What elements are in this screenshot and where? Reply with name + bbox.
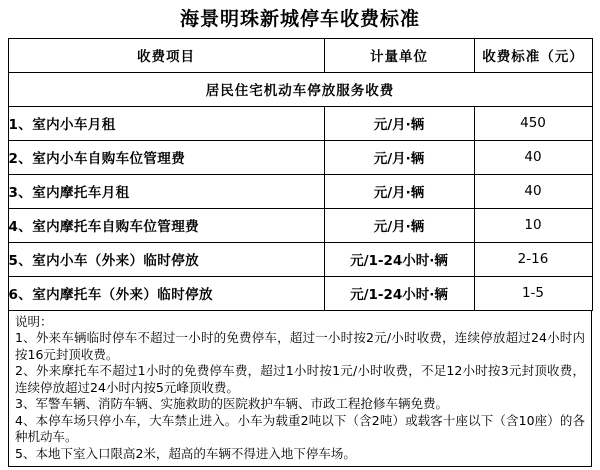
row-unit: 元/1-24小时·辆 xyxy=(324,276,474,310)
note-line-2: 2、外来摩托车不超过1小时的免费停车费，超过1小时按1元/小时收费，不足12小时按3元封顶收费，连续停放超过24小时内按5元峰顶收费。 xyxy=(15,363,585,395)
table-row xyxy=(8,174,592,208)
table-section-row xyxy=(8,72,592,106)
section-title: 居民住宅机动车停放服务收费 xyxy=(8,72,592,106)
note-line-3: 3、军警车辆、消防车辆、实施救助的医院救护车辆、市政工程抢修车辆免费。 xyxy=(15,396,448,412)
note-line-1: 1、外来车辆临时停车不超过一小时的免费停车，超过一小时按2元/小时收费，连续停放超过24小时内按16元封顶收费。 xyxy=(15,330,585,362)
note-line-5: 5、本地下室入口限高2米，超高的车辆不得进入地下停车场。 xyxy=(15,445,356,461)
row-item: 5、室内小车（外来）临时停放 xyxy=(8,242,324,276)
row-unit: 元/月·辆 xyxy=(324,208,474,242)
header-standard: 收费标准（元） xyxy=(474,38,592,72)
table-row xyxy=(8,140,592,174)
table-header-row xyxy=(8,38,592,72)
notes-heading: 说明： xyxy=(15,313,53,329)
table-row xyxy=(8,106,592,140)
header-item: 收费项目 xyxy=(8,38,324,72)
row-standard: 1-5 xyxy=(474,276,592,310)
note-line-4: 4、本停车场只停小车，大车禁止进入。小车为载重2吨以下（含2吨）或载客十座以下（含10座）的各种机动车。 xyxy=(15,412,585,445)
row-item: 3、室内摩托车月租 xyxy=(8,174,324,208)
row-standard: 2-16 xyxy=(474,242,592,276)
row-item: 6、室内摩托车（外来）临时停放 xyxy=(8,276,324,310)
row-standard: 40 xyxy=(474,174,592,208)
notes-section xyxy=(8,311,592,468)
row-unit: 元/月·辆 xyxy=(324,140,474,174)
row-standard: 10 xyxy=(474,208,592,242)
row-unit: 元/1-24小时·辆 xyxy=(324,242,474,276)
table-row xyxy=(8,276,592,310)
row-item: 4、室内摩托车自购车位管理费 xyxy=(8,208,324,242)
row-unit: 元/月·辆 xyxy=(324,174,474,208)
header-unit: 计量单位 xyxy=(324,38,474,72)
table-row xyxy=(8,242,592,276)
row-item: 1、室内小车月租 xyxy=(8,106,324,140)
row-unit: 元/月·辆 xyxy=(324,106,474,140)
page-title: 海景明珠新城停车收费标准 xyxy=(179,8,420,30)
row-item: 2、室内小车自购车位管理费 xyxy=(8,140,324,174)
row-standard: 40 xyxy=(474,140,592,174)
fee-table xyxy=(8,38,593,311)
row-standard: 450 xyxy=(474,106,592,140)
table-row xyxy=(8,208,592,242)
